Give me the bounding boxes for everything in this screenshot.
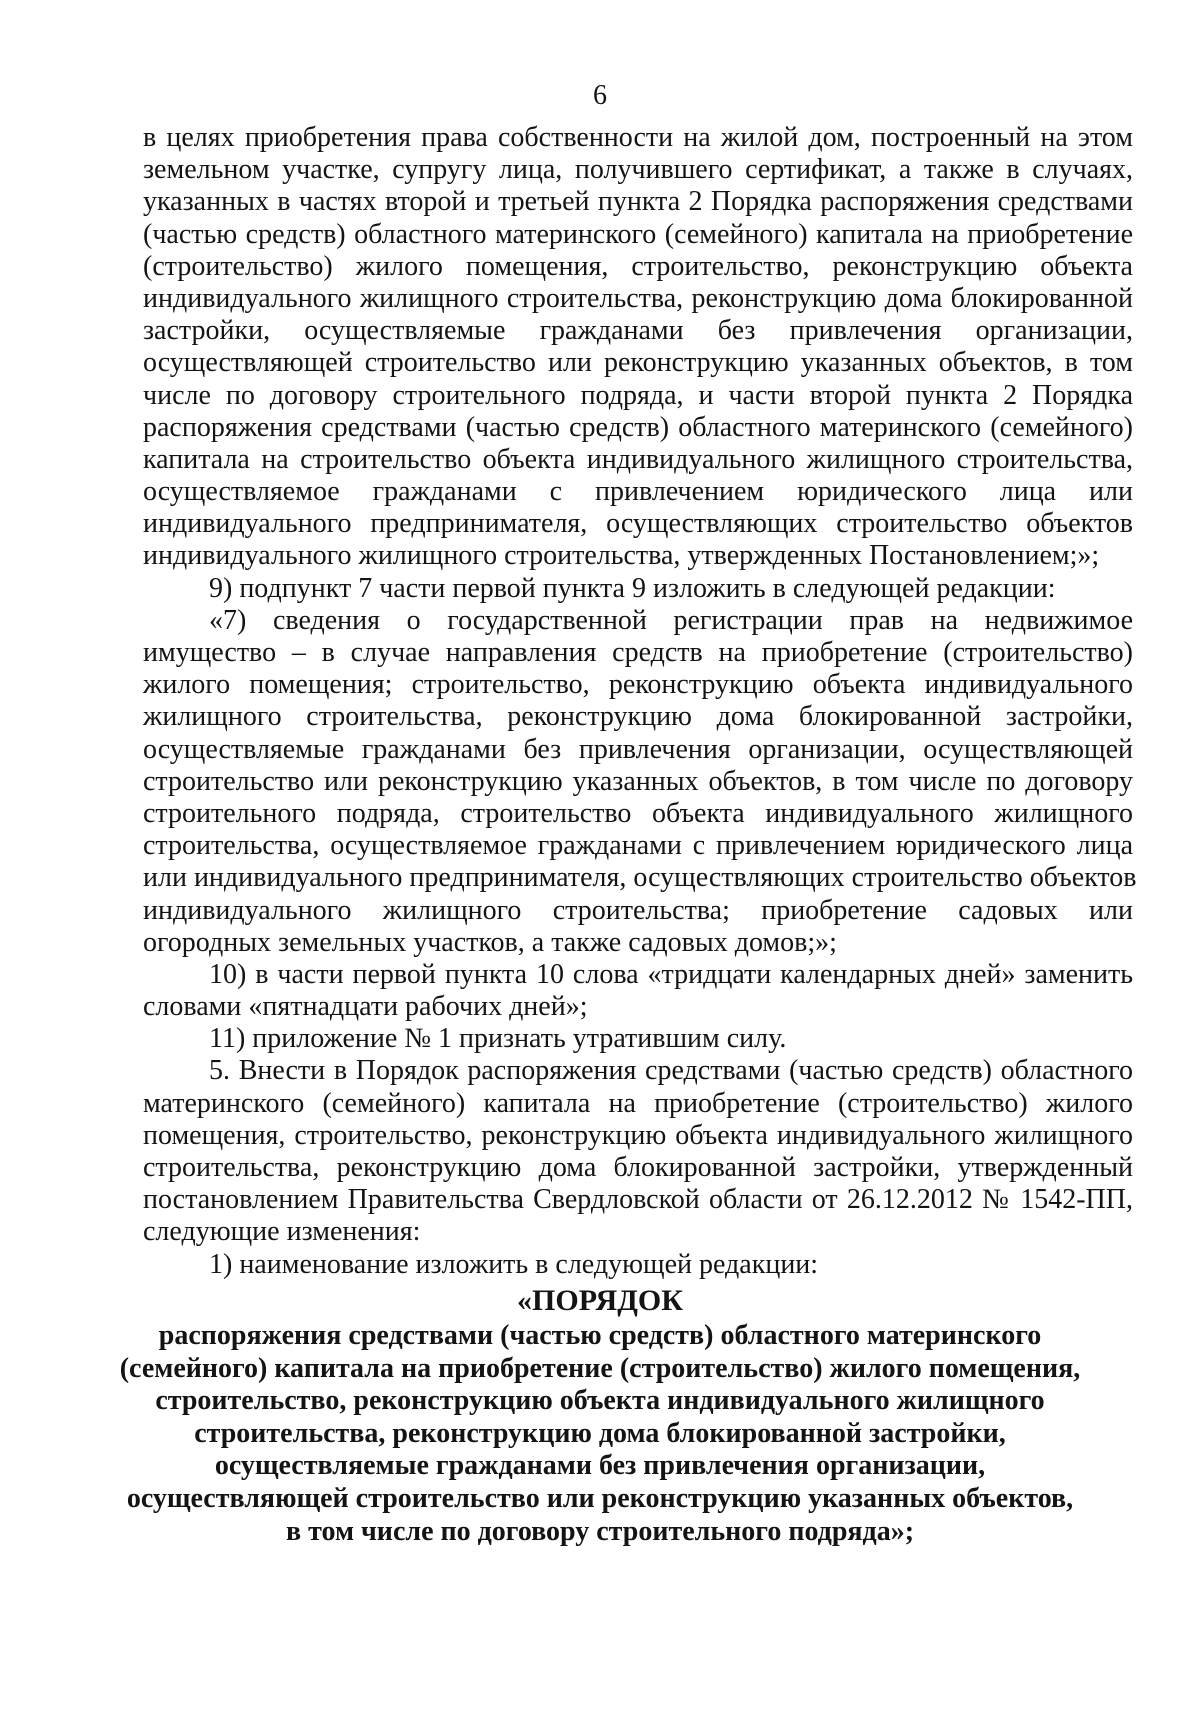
paragraph-line: распоряжения средствами (частью средств) областного материнского (семейного) [143,411,1133,443]
title-line: распоряжения средствами (частью средств) областного материнского [158,1320,1042,1351]
paragraph-line: помещения, строительство, реконструкцию объекта индивидуального жилищного [143,1119,1133,1151]
document-body [143,122,1137,1281]
paragraph-line: земельном участке, супругу лица, получившего сертификат, а также в случаях, [143,154,1133,186]
paragraph-line: указанных в частях второй и третьей пункта 2 Порядка распоряжения средствами [143,186,1133,218]
paragraph-line: словами «пятнадцати рабочих дней»; [143,991,588,1023]
paragraph-line: числе по договору строительного подряда, и части второй пункта 2 Порядка [143,379,1133,411]
paragraph-line: осуществляемые гражданами без привлечения организации, осуществляющей [143,733,1133,765]
page-number: 6 [593,80,607,111]
title-line: осуществляющей строительство или реконструкцию указанных объектов, [126,1482,1074,1514]
title-line: осуществляемые гражданами без привлечения организации, [214,1450,986,1482]
paragraph-line: жилищного строительства, реконструкцию дома блокированной застройки, [143,701,1133,733]
paragraph-line: 9) подпункт 7 части первой пункта 9 изложить в следующей редакции: [209,572,1056,604]
title-line: (семейного) капитала на приобретение (строительство) жилого помещения, [119,1352,1081,1384]
paragraph-line: осуществляющей строительство или реконструкцию указанных объектов, в том [143,347,1133,379]
paragraph-line: или индивидуального предпринимателя, осуществляющих строительство объектов [143,862,1137,894]
paragraph-line: 11) приложение № 1 признать утратившим силу. [209,1023,787,1055]
paragraph-line: индивидуального жилищного строительства, утвержденных Постановлением;»; [143,540,1100,572]
paragraph-line: капитала на строительство объекта индивидуального жилищного строительства, [143,443,1133,475]
paragraph-line: следующие изменения: [143,1216,421,1248]
paragraph-line: индивидуального жилищного строительства, реконструкцию дома блокированной [143,282,1133,314]
paragraph-line: 5. Внести в Порядок распоряжения средствами (частью средств) областного [209,1055,1133,1087]
paragraph-line: (частью средств) областного материнского (семейного) капитала на приобретение [143,218,1133,250]
paragraph-line: постановлением Правительства Свердловской области от 26.12.2012 № 1542-ПП, [143,1184,1133,1216]
title-line: строительство, реконструкцию объекта индивидуального жилищного [155,1385,1045,1417]
document-title-block [0,1282,1200,1548]
paragraph-line: строительство или реконструкцию указанных объектов, в том числе по договору [143,765,1133,797]
paragraph-line: 10) в части первой пункта 10 слова «тридцати календарных дней» заменить [209,958,1133,990]
title-line: в том числе по договору строительного подряда»; [285,1515,915,1547]
title-line: строительства, реконструкцию дома блокированной застройки, [194,1417,1006,1449]
paragraph-line: строительства, реконструкцию дома блокированной застройки, утвержденный [143,1152,1133,1183]
paragraph-line: индивидуального жилищного строительства; приобретение садовых или [143,894,1133,926]
paragraph-line: 1) наименование изложить в следующей редакции: [209,1248,819,1280]
paragraph-line: индивидуального предпринимателя, осуществляющих строительство объектов [143,508,1133,540]
paragraph-line: жилого помещения; строительство, реконструкцию объекта индивидуального [143,669,1133,701]
title-heading: «ПОРЯДОК [517,1284,683,1317]
paragraph-line: (строительство) жилого помещения, строительство, реконструкцию объекта [143,250,1133,282]
paragraph-line: имущество – в случае направления средств на приобретение (строительство) [143,637,1133,668]
paragraph-line: строительного подряда, строительство объекта индивидуального жилищного [143,797,1133,829]
paragraph-line: осуществляемое гражданами с привлечением юридического лица или [143,476,1133,508]
paragraph-line: материнского (семейного) капитала на приобретение (строительство) жилого [143,1087,1133,1119]
paragraph-line: застройки, осуществляемые гражданами без привлечения организации, [143,315,1133,347]
paragraph-line: огородных земельных участков, а также садовых домов;»; [143,926,837,958]
paragraph-line: в целях приобретения права собственности на жилой дом, построенный на этом [143,122,1133,153]
paragraph-line: строительства, осуществляемое гражданами с привлечением юридического лица [143,830,1133,862]
paragraph-line: «7) сведения о государственной регистрации прав на недвижимое [209,604,1133,636]
